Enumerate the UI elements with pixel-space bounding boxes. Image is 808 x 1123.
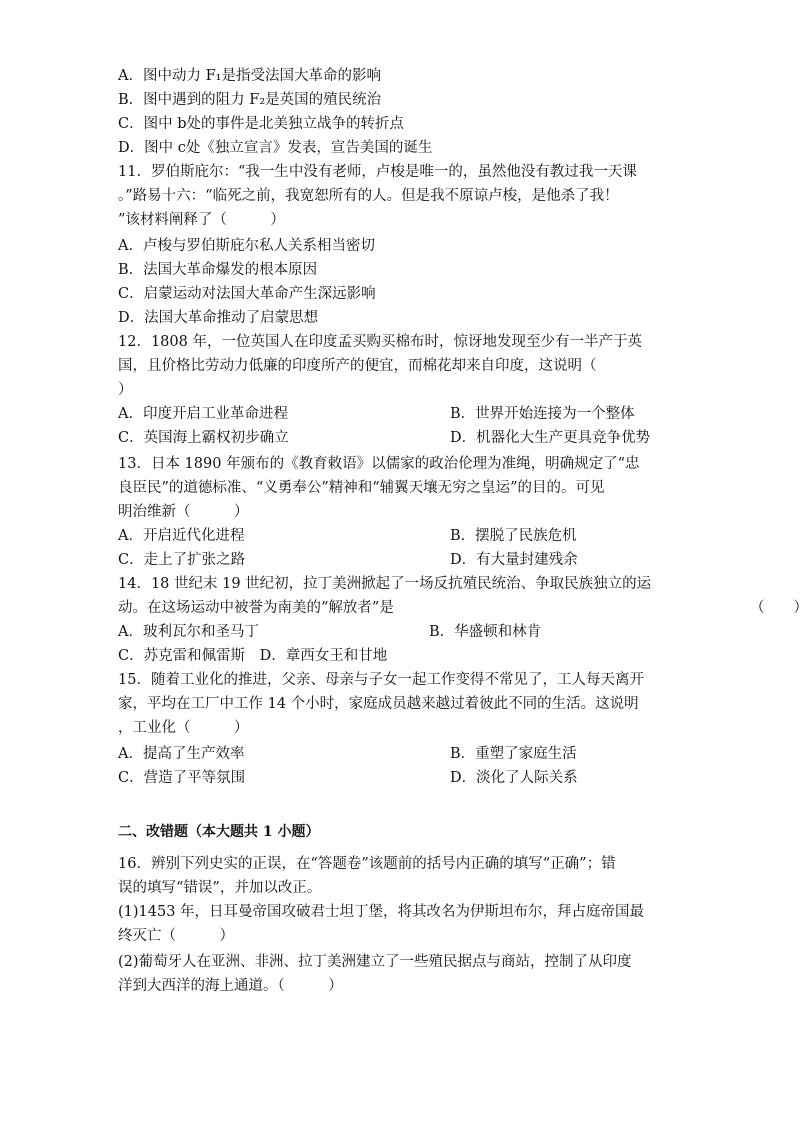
q16-stem-line2: 误的填写“错误”，并加以改正。 <box>118 880 322 896</box>
q10-option-c: C．图中 b处的事件是北美独立战争的转折点 <box>118 116 404 132</box>
q15-stem-line1: 15．随着工业化的推进，父亲、母亲与子女一起工作变得不常见了，工人每天离开 <box>118 672 644 688</box>
q14-option-b: B．华盛顿和林肯 <box>429 624 542 640</box>
q13-option-b: B．摆脱了民族危机 <box>450 528 577 544</box>
q12-option-b: B．世界开始连接为一个整体 <box>450 406 635 422</box>
q13-option-a: A．开启近代化进程 <box>118 528 245 544</box>
q13-stem-line3: 明治维新（ ） <box>118 504 249 520</box>
q14-option-a: A．玻利瓦尔和圣马丁 <box>118 624 259 640</box>
q10-option-a: A．图中动力 F₁是指受法国大革命的影响 <box>118 68 381 84</box>
q14-stem-line2-text: 动。在这场运动中被誉为南美的“解放者”是 <box>118 600 394 616</box>
q12-option-d: D．机器化大生产更具竞争优势 <box>450 430 651 446</box>
q15-option-a: A．提高了生产效率 <box>118 746 245 762</box>
q14-answer-paren: （ ） <box>750 600 808 616</box>
q12-option-c: C．英国海上霸权初步确立 <box>118 430 289 446</box>
q11-option-b: B．法国大革命爆发的根本原因 <box>118 262 318 278</box>
q15-stem-line2: 家，平均在工厂中工作 14 个小时，家庭成员越来越过着彼此不同的生活。这说明 <box>118 696 639 712</box>
q11-option-d: D．法国大革命推动了启蒙思想 <box>118 310 319 326</box>
q14-stem-line1: 14．18 世纪末 19 世纪初，拉丁美洲掀起了一场反抗殖民统治、争取民族独立的运 <box>118 576 652 592</box>
q16-item1-line2: 终灭亡（ ） <box>118 928 234 944</box>
q11-stem-line1: 11．罗伯斯庇尔：“我一生中没有老师，卢梭是唯一的，虽然他没有教过我一天课 <box>118 164 637 180</box>
q16-item2-line1: (2)葡萄牙人在亚洲、非洲、拉丁美洲建立了一些殖民据点与商站，控制了从印度 <box>118 954 632 970</box>
q14-stem-line2 <box>118 596 808 620</box>
q12-option-a: A．印度开启工业革命进程 <box>118 406 288 422</box>
q15-option-b: B．重塑了家庭生活 <box>450 746 577 762</box>
q11-stem-line2: 。”路易十六：“临死之前，我宽恕所有的人。但是我不原谅卢梭，是他杀了我！ <box>118 188 619 204</box>
q15-option-c: C．营造了平等氛围 <box>118 770 246 786</box>
q12-stem-line1: 12．1808 年，一位英国人在印度孟买购买棉布时，惊讶地发现至少有一半产于英 <box>118 334 642 350</box>
q10-option-d: D．图中 c处《独立宣言》发表，宣告美国的诞生 <box>118 140 433 156</box>
q11-option-a: A．卢梭与罗伯斯庇尔私人关系相当密切 <box>118 238 375 254</box>
q12-stem-line3: ） <box>118 382 133 398</box>
section2-heading: 二、改错题（本大题共 1 小题） <box>118 824 320 840</box>
q15-option-d: D．淡化了人际关系 <box>450 770 578 786</box>
q16-item1-line1: (1)1453 年，日耳曼帝国攻破君士坦丁堡，将其改名为伊斯坦布尔，拜占庭帝国最 <box>118 904 645 920</box>
q13-option-c: C．走上了扩张之路 <box>118 552 246 568</box>
q16-stem-line1: 16．辨别下列史实的正误，在“答题卷”该题前的括号内正确的填写“正确”；错 <box>118 856 616 872</box>
q13-stem-line2: 良臣民”的道德标准、“义勇奉公”精神和“辅翼天壤无穷之皇运”的目的。可见 <box>118 480 605 496</box>
q10-option-b: B．图中遇到的阻力 F₂是英国的殖民统治 <box>118 92 382 108</box>
q11-stem-line3: ”该材料阐释了（ ） <box>118 212 285 228</box>
q13-stem-line1: 13．日本 1890 年颁布的《教育敕语》以儒家的政治伦理为准绳，明确规定了“忠 <box>118 456 640 472</box>
q14-options-ab <box>118 620 678 644</box>
q15-stem-line3: ，工业化（ ） <box>118 720 249 736</box>
q12-stem-line2: 国，且价格比劳动力低廉的印度所产的便宜，而棉花却来自印度，这说明（ <box>118 358 597 374</box>
q13-option-d: D．有大量封建残余 <box>450 552 578 568</box>
q16-item2-line2: 洋到大西洋的海上通道。（ ） <box>118 978 343 994</box>
q11-option-c: C．启蒙运动对法国大革命产生深远影响 <box>118 286 376 302</box>
q14-options-cd: C．苏克雷和佩雷斯 D．章西女王和甘地 <box>118 648 388 664</box>
